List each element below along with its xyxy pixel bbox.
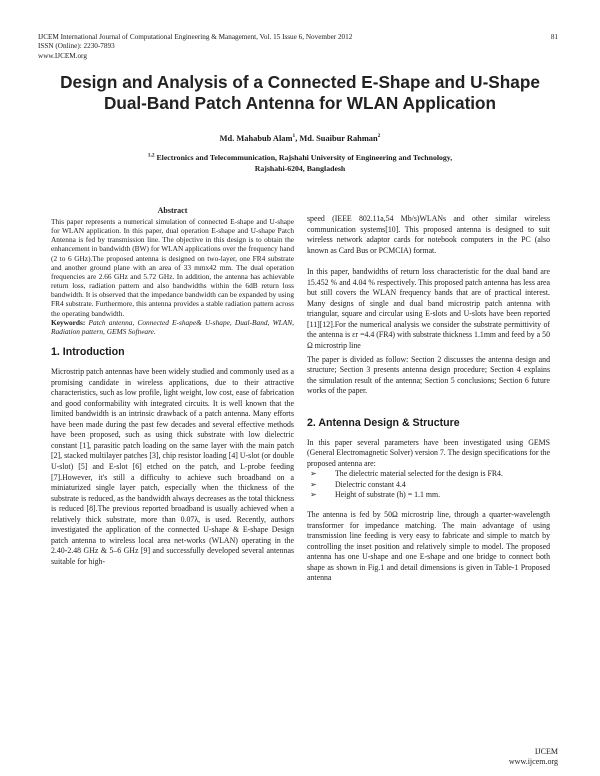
author-2-sup: 2: [377, 133, 381, 140]
author-1: Md. Mahabub Alam: [219, 134, 293, 143]
design-heading: 2. Antenna Design & Structure: [307, 416, 460, 429]
abstract-text: This paper represents a numerical simulation of connected E-shape and U-shape for WLAN application. In this paper, dual operation E-shape and U-shape Patch Antenna is fed by transmission line. The objective in this design is to obtain the enhancement in bandwidth (BW) for WLAN applications over the frequency hand (2 to 6 GHz).The proposed antenna is designed on two-layer, one FR4 substrate and another ground plane with an area of 33 mmx42 mm. The dual operation frequencies are 2.66 GHz and 5.72 GHz. In addition, the antenna has achievable return loss, radiation pattern and also bandwidths within the 6dB return loss bandwidth. It is observed that the impedance bandwidth can be expanded by using FR4 substrate. Furthermore, this antenna provides a stable radiation pattern across the operating bandwidth.: [51, 217, 294, 318]
affiliation: [60, 153, 540, 174]
spec-item: ➢ Dielectric constant 4.4: [310, 479, 406, 489]
title-line-1: Design and Analysis of a Connected E-Shape and U-Shape: [60, 72, 540, 92]
arrow-bullet-icon: ➢: [310, 469, 317, 479]
design-paragraph-2: The antenna is fed by 50Ω microstrip line, through a quarter-wavelength transformer for impedance matching. The main advantage of using transmission line feeding is very easy to fabricate and simple to match by controlling the inset position and relatively simple to model. The proposed antenna has one U-shape and one E-shape and one bridge to connect both shape as shown in Fig.1 and detail dimensions is given in Table-1 Proposed antenna: [307, 510, 550, 583]
right-column: [307, 214, 550, 584]
issn: ISSN (Online): 2230-7893: [38, 42, 115, 51]
author-1-sup: 1: [292, 133, 296, 140]
footer-url: www.ijcem.org: [508, 757, 558, 766]
intro-paragraph: Microstrip patch antennas have been widely studied and commonly used as a promising candidate in wireless applications, due to their attractive characteristics, such as low profile, light weight, low cost, ease of fabrication and good conformability with integrated circuits. It is well known that the limited bandwidth is an intrinsic drawback of a patch antenna. Many efforts have been made during the past few decades and several effective methods have been proposed, such as using thick substrate with low dielectric constant [1], parasitic patch loading on the same layer with the main patch [2], stacked multilayer patches [3], chip resistor loading [4] U-slot (or double U-slot) [5] and E-slot [6] etched on the patch, and L-probe feeding [7].However, it's still a difficulty to achieve such broadband on a miniaturized single layer patch, especially when the thickness of the substrate is reduced, as the bandwidth always decreases as the total thickness is reduced [8].The previous reported broadband is usually achieved when a relatively thick substrate, more than 0.07λ, is used. Recently, authors investigated the application of the connected U-shape & E-shape Design patch antenna to wireless local area net-works (WLAN) operating in the 2.40-2.48 GHz & 5–6 GHz [9] and successfully developed several antennas suitable for high-: [51, 367, 294, 566]
left-column: [51, 206, 294, 567]
arrow-bullet-icon: ➢: [310, 490, 317, 500]
intro-heading: 1. Introduction: [51, 346, 125, 359]
abstract-heading: Abstract: [157, 206, 188, 215]
affiliation-line-1: Electronics and Telecommunication, Rajshahi University of Engineering and Technology,: [154, 153, 453, 162]
paper-title: [30, 72, 570, 114]
author-separator: ,: [295, 134, 300, 143]
author-list: [30, 134, 570, 143]
right-paragraph-2: In this paper, bandwidths of return loss characteristic for the dual band are 15.452 % and 4.04 % respectively. This proposed patch antenna has less area but still covers the WLAN frequency bands that are of practical interest. Many designs of single and dual band microstrip patch antenna with triangular, square and circular using E-slots and U-slots have been reported [11][12].For the numerical analysis we consider the substrate permittivity of the antenna is εr =4.4 (FR4) with substrate thickness 1.1mm and feed by a 50 Ω microstrip line: [307, 267, 550, 351]
journal-website: www.IJCEM.org: [38, 51, 87, 60]
spec-list: [307, 469, 550, 501]
arrow-bullet-icon: ➢: [310, 479, 317, 489]
title-line-2: Dual-Band Patch Antenna for WLAN Application: [103, 93, 497, 113]
footer-brand: IJCEM: [534, 747, 558, 756]
keywords-list: Patch antenna, Connected E-shape& U-shape, Dual-Band, WLAN, Radiation pattern, GEMS Software.: [51, 317, 294, 336]
author-2: Md. Suaibur Rahman: [299, 134, 378, 143]
page-footer: [509, 747, 558, 767]
right-paragraph-3: The paper is divided as follow: Section 2 discusses the antenna design and structure; Section 3 presents antenna design procedure; Section 4 explains the simulation result of the antenna; Section 5 conclusions; Section 6 future works of the paper.: [307, 354, 550, 396]
journal-citation: IJCEM International Journal of Computational Engineering & Management, Vol. 15 Issue 6, November 2012: [38, 33, 353, 41]
keywords: [51, 318, 294, 336]
affiliation-line-2: Rajshahi-6204, Bangladesh: [254, 163, 346, 173]
right-paragraph-1: speed (IEEE 802.11a,54 Mb/s)WLANs and other similar wireless communication systems[10]. This proposed antenna is designed to suit wireless network adaptor cards for notebook computers in the PC (also known as Card Bus or PCMCIA) format.: [307, 214, 550, 255]
affiliation-sup: 1,2: [147, 152, 155, 159]
keywords-label: Keywords:: [51, 317, 86, 327]
spec-item: ➢ Height of substrate (h) = 1.1 mm.: [310, 490, 441, 500]
spec-item: ➢ The dielectric material selected for the design is FR4.: [310, 469, 503, 479]
running-header: [38, 33, 558, 61]
design-paragraph-1: In this paper several parameters have been investigated using GEMS (General Electromagnetic Solver) version 7. The design specifications for the proposed antenna are:: [307, 437, 550, 468]
page-number: 81: [550, 33, 558, 41]
